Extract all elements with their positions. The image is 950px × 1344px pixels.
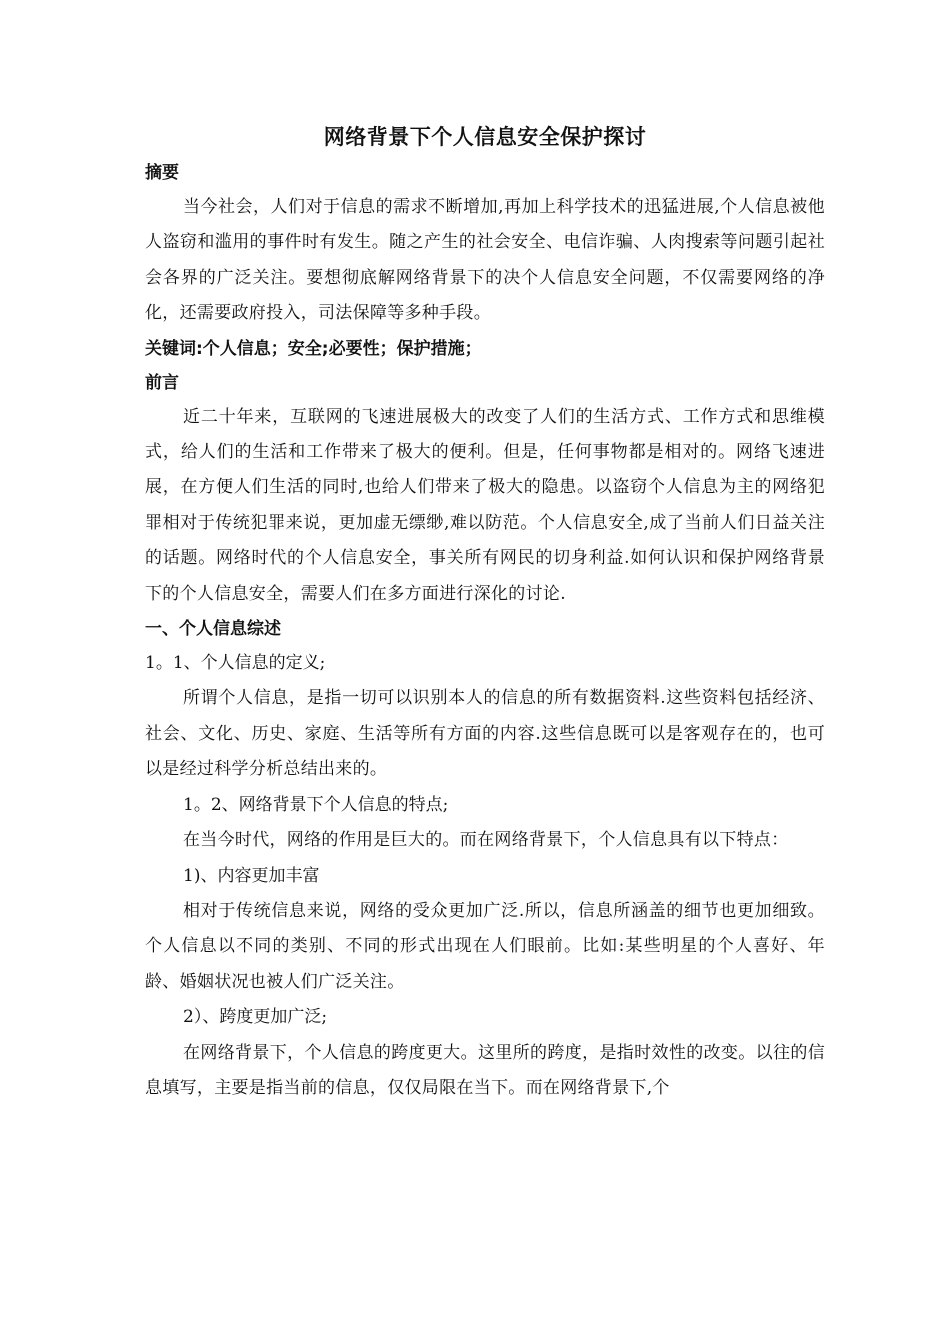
section-1-heading: 一、个人信息综述 [145, 619, 281, 640]
subsection-1-1-heading: 1。1、个人信息的定义; [145, 653, 326, 674]
subsection-1-2-heading: 1。2、网络背景下个人信息的特点; [183, 794, 449, 815]
abstract-heading: 摘要 [145, 163, 179, 183]
document-title: 网络背景下个人信息安全保护探讨 [323, 125, 647, 149]
preface-heading: 前言 [145, 372, 179, 393]
document-body [145, 118, 825, 1106]
subsection-1-1-paragraph: 所谓个人信息，是指一切可以识别本人的信息的所有数据资料.这些资料包括经济、社会、文化、历史、家庭、生活等所有方面的内容.这些信息既可以是客观存在的，也可以是经过科学分析总结出来的。 [145, 688, 825, 780]
point-1-paragraph: 相对于传统信息来说，网络的受众更加广泛.所以，信息所涵盖的细节也更加细致。个人信息以不同的类别、不同的形式出现在人们眼前。比如:某些明星的个人喜好、年龄、婚姻状况也被人们广泛关注。 [145, 900, 825, 992]
subsection-1-2-paragraph: 在当今时代，网络的作用是巨大的。而在网络背景下，个人信息具有以下特点： [183, 830, 789, 851]
point-2-heading: 2）、跨度更加广泛; [183, 1007, 328, 1028]
preface-paragraph: 近二十年来，互联网的飞速进展极大的改变了人们的生活方式、工作方式和思维模式，给人们的生活和工作带来了极大的便利。但是，任何事物都是相对的。网络飞速进展，在方便人们生活的同时,也给人们带来了极大的隐患。以盗窃个人信息为主的网络犯罪相对于传统犯罪来说，更加虚无缥缈,难以防范。个人信息安全,成了当前人们日益关注的话题。网络时代的个人信息安全，事关所有网民的切身利益.如何认识和保护网络背景下的个人信息安全，需要人们在多方面进行深化的讨论. [145, 406, 825, 604]
point-2-paragraph: 在网络背景下，个人信息的跨度更大。这里所的跨度，是指时效性的改变。以往的信息填写，主要是指当前的信息，仅仅局限在当下。而在网络背景下,个 [145, 1042, 825, 1098]
abstract-paragraph: 当今社会，人们对于信息的需求不断增加,再加上科学技术的迅猛进展,个人信息被他人盗窃和滥用的事件时有发生。随之产生的社会安全、电信诈骗、人肉搜索等问题引起社会各界的广泛关注。要想彻底解网络背景下的决个人信息安全问题，不仅需要网络的净化，还需要政府投入，司法保障等多种手段。 [145, 197, 825, 324]
keywords-line: 关键词:个人信息；安全;必要性；保护措施； [145, 338, 482, 359]
point-1-heading: 1)、内容更加丰富 [183, 865, 320, 886]
